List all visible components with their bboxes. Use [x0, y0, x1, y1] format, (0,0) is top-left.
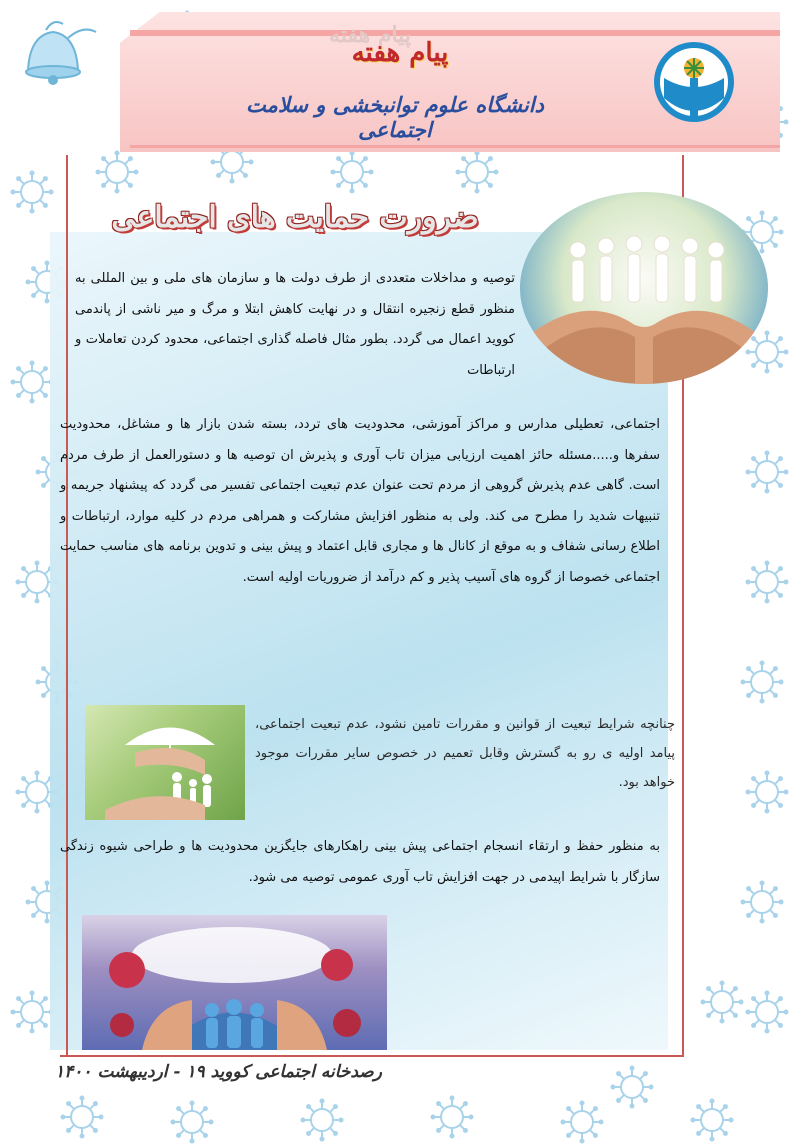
frame-left-line — [66, 155, 68, 1055]
umbrella-family-image — [85, 705, 245, 820]
week-title: پیام هفته — [351, 38, 449, 68]
virus-icon — [455, 150, 499, 194]
virus-icon — [60, 1095, 104, 1139]
paragraph-1: توصیه و مداخلات متعددی از طرف دولت ها و سازمان های ملی و بین المللی به منظور قطع زنجیره انتقال و در نهایت کاهش ابتلا و مرگ و میر ناشی از پاندمی کووید اعمال می گردد. بطور مثال فاصله گذاری اجتماعی، محدود کردن تعاملات و ارتباطات — [75, 271, 515, 378]
virus-icon — [700, 980, 744, 1024]
bell-icon — [8, 10, 103, 95]
paragraph-2: اجتماعی، تعطیلی مدارس و مراکز آموزشی، محدودیت های تردد، بسته شدن بازار ها و مشاغل، محدودیت سفرها و.....مسئله حائز اهمیت ارزیابی میزان تاب آوری و پذیرش ان توصیه ها و دستورالعمل از طرف مردم است. گاهی عدم پذیرش گروهی از مردم تحت عنوان عدم تبعیت اجتماعی تفسیر می گردد که پیشنهاد جریمه و تنبیهات شدید را مطرح می کند. ولی به منظور افزایش مشارکت و همراهی مردم در کلیه موارد، ارتباطات و اطلاع رسانی شفاف و به موقع از کانال ها و مجاری قابل اعتماد و پیش بینی و تدوین برنامه های مناسب حمایت اجتماعی خصوصا از گروه های آسیب پذیر و کم درآمد از ضروریات اولیه است. — [60, 417, 660, 585]
virus-icon — [740, 880, 784, 924]
virus-icon — [300, 1098, 344, 1142]
virus-icon — [10, 170, 54, 214]
header-bottom-line — [130, 145, 780, 148]
paragraph-4: به منظور حفظ و ارتقاء انسجام اجتماعی پیش بینی راهکارهای جایگزین محدودیت ها و طراحی شیوه زندگی سازگار با شرایط اپیدمی در جهت افزایش تاب آوری عمومی توصیه می شود. — [60, 839, 660, 885]
virus-icon — [430, 1095, 474, 1139]
virus-icon — [10, 990, 54, 1034]
hands-family-image — [520, 192, 768, 384]
week-title-shadow: پیام هفته — [329, 22, 411, 48]
virus-icon — [690, 1098, 734, 1142]
virus-icon — [745, 560, 789, 604]
virus-icon — [560, 1100, 604, 1144]
virus-icon — [610, 1065, 654, 1109]
virus-icon — [170, 1100, 214, 1144]
globe-protection-image — [82, 915, 387, 1050]
footer-text: رصدخانه اجتماعی کووید ۱۹ - اردیبهشت ۱۴۰۰ — [55, 1062, 382, 1082]
virus-icon — [745, 450, 789, 494]
virus-icon — [330, 150, 374, 194]
virus-icon — [10, 360, 54, 404]
virus-icon — [745, 330, 789, 374]
university-name: دانشگاه علوم توانبخشی و سلامت اجتماعی — [246, 92, 544, 142]
virus-icon — [745, 770, 789, 814]
article-title: ضرورت حمایت های اجتماعی — [111, 200, 479, 235]
virus-icon — [95, 150, 139, 194]
frame-bottom-line — [60, 1055, 684, 1057]
paragraph-3: چنانچه شرایط تبعیت از قوانین و مقررات تامین نشود، عدم تبعیت اجتماعی، پیامد اولیه ی رو به گسترش وقابل تعمیم در خصوص سایر مقررات موجود خواهد بود. — [255, 717, 675, 790]
virus-icon — [745, 990, 789, 1034]
university-logo-icon — [650, 38, 738, 126]
virus-icon — [740, 660, 784, 704]
